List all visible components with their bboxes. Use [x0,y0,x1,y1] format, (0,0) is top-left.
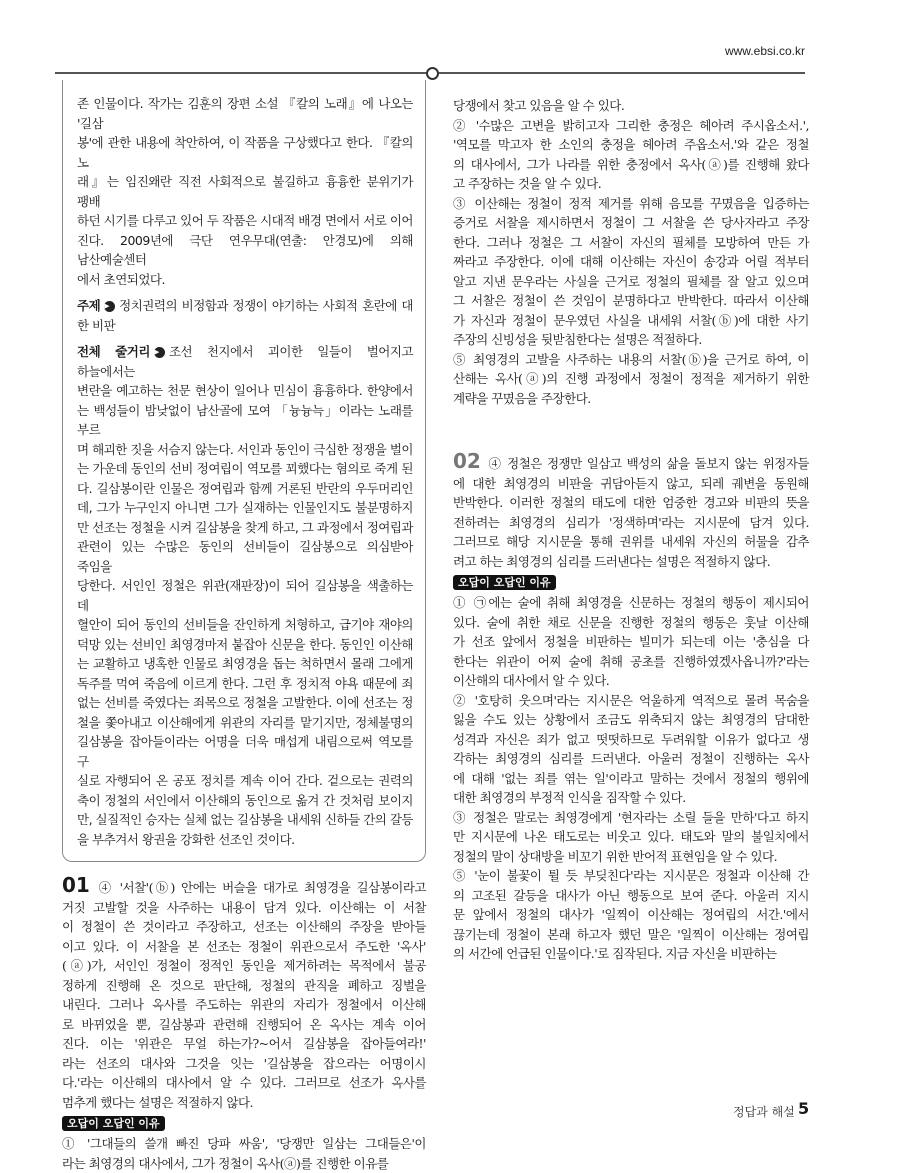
header-rule-dot-icon [426,67,439,80]
line-text: 실로 자행되어 온 공포 정치를 계속 이어 간다. 겉으로는 권력의 [77,773,413,788]
paragraph [453,808,809,867]
line-text: 다.'라는 이산해의 대사에서 알 수 있다. 그러므로 선조가 옥사를 [62,1075,426,1090]
text-line [77,576,413,615]
line-text: 데, 그가 누구인지 아니면 그가 실재하는 인물인지도 불분명하지 [77,500,413,515]
text-line [77,231,413,270]
question-number: 02 [453,449,481,473]
text-line [77,830,413,850]
line-text: 혈안이 되어 동인의 선비들을 잔인하게 처형하고, 급기야 재야의 [77,617,413,632]
paragraph-gap [77,289,413,296]
text-line [77,674,413,694]
text-line [62,1154,426,1173]
text-line [453,369,809,389]
text-line [77,498,413,518]
line-text: '역모를 막고자 한 소인의 충정을 헤아려 주옵소서.'와 같은 정철 [453,137,809,152]
paragraph [453,452,809,571]
line-text: 이 정철이 쓴 것이라고 주장하고, 선조는 이산해의 주장을 받아들 [62,919,426,934]
text-line [453,552,809,572]
paragraph [453,691,809,808]
text-line [453,174,809,194]
line-text: 만 지시문에 나온 태도로는 비웃고 있다. 태도와 말의 불일치에서 [453,829,809,844]
text-line [77,518,413,538]
paragraph [453,116,809,194]
section-label: 주제 [77,298,100,313]
line-text: 려고 하는 최영경의 심리를 드러낸다는 설명은 적절하지 않다. [453,554,770,569]
paragraph [77,94,413,289]
line-text: 만 선조는 정철을 시켜 길삼봉을 찾게 하고, 그 과정에서 정여립과 [77,520,413,535]
paragraph [453,96,809,116]
line-text: 는 가운데 동인의 선비 정여립이 역모를 꾀했다는 혐의로 죽게 된 [77,461,413,476]
wrong-answer-reason-badge: 오답이 오답인 이유 [62,1116,165,1131]
text-line [62,995,426,1015]
line-text: 정치권력의 비정함과 정쟁이 야기하는 사회적 혼란에 대 [119,298,413,313]
line-text: 한다. 그러나 정철은 그 서찰이 자신의 필체를 모방하여 만든 가 [453,235,809,250]
line-text: 는 백성들이 밤낮없이 남산골에 모여 「늉늉늑」이라는 노래를 부르 [77,403,413,438]
line-text: ③ 이산해는 정철이 정적 제거를 위해 음모를 꾸몄음을 입증하는 [453,196,809,211]
text-line [77,654,413,674]
text-line [453,513,809,533]
text-line [453,389,809,409]
line-text: 없는 선비를 죽였다는 죄목으로 정철을 고발한다. 이에 선조는 정 [77,695,413,710]
line-text: 당한다. 서인인 정철은 위관(재판장)이 되어 길삼봉을 색출하는 데 [77,578,413,613]
text-line [453,691,809,711]
paragraph [62,1134,426,1173]
line-text: ④ '서찰'(ⓑ) 안에는 버슬을 대가로 최영경을 길삼봉이라고 [96,880,426,895]
left-column [62,80,426,1173]
text-line [453,194,809,214]
line-text: ④ 정철은 정쟁만 일삼고 백성의 삶을 돌보지 않는 위정자들 [487,456,809,471]
line-text: 문 앞에서 정철의 대사가 '일찍이 이산해는 정여립의 서간.'에서 [453,907,809,922]
question-number: 01 [62,873,90,897]
summary-box [62,80,426,862]
line-text: 의 대사에서, 그가 나라를 위한 충정에서 옥사(ⓐ)를 진행해 왔다 [453,157,809,172]
text-line [453,827,809,847]
line-text: 그 서찰은 정철이 쓴 것임이 분명하다고 반박한다. 따라서 이산해 [453,293,809,308]
line-text: 라는 최영경의 대사에서, 그가 정철이 옥사(ⓐ)를 진행한 이유를 [62,1156,388,1171]
answer-02-section [453,452,809,964]
line-text: ① '그대들의 쓸개 빠진 당파 싸움', '당쟁만 일삼는 그대들은'이 [62,1136,426,1151]
line-text: 고 주장하는 것을 알 수 있다. [453,176,601,191]
footer-label: 정답과 해설 [733,1103,795,1120]
paragraph [62,876,426,1112]
text-line [62,1093,426,1113]
line-text: 당쟁에서 찾고 있음을 알 수 있다. [453,98,624,113]
text-line [77,693,413,713]
text-line [77,440,413,460]
site-url: www.ebsi.co.kr [725,44,805,58]
text-line [453,730,809,750]
page-number: 5 [798,1099,809,1118]
text-line [77,615,413,635]
text-line [77,133,413,172]
text-line [77,713,413,733]
text-line [77,635,413,655]
line-text: 봉'에 관한 내용에 착안하여, 이 작품을 구상했다고 한다. 『칼의 노 [77,135,413,170]
line-text: 라는 선조의 대사와 그것을 잇는 '길삼봉을 잡으라는 어명이시 [62,1056,426,1071]
line-text: 잃을 수도 있는 상황에서 조금도 위축되지 않는 최영경의 담대한 [453,712,809,727]
text-line [453,291,809,311]
text-line [62,917,426,937]
text-line [77,316,413,336]
line-text: 거짓 고발할 것을 사주하는 내용이 담겨 있다. 이산해는 이 서찰 [62,900,426,915]
line-text: 진다. 이는 '위관은 무얼 하는가?~어서 길삼봉을 잡아들여라!' [62,1036,426,1051]
summary-box-content [77,94,413,849]
line-text: 전하려는 최영경의 심리가 '정색하며'라는 지시문에 담겨 있다. [453,515,809,530]
line-text: 내린다. 그러나 옥사를 주도하는 위관의 자리가 정철에서 이산해 [62,997,426,1012]
circled-arrow-icon: ▶ [104,301,115,312]
paragraph [77,342,413,849]
line-text: 이산해의 대사에서 알 수 있다. [453,673,609,688]
paragraph [453,866,809,964]
answer-01-continued [453,96,809,408]
circled-arrow-icon: ▶ [154,347,165,358]
text-line [453,944,809,964]
line-text: 에서 초연되었다. [77,272,165,287]
paragraph [77,296,413,335]
line-text: 그러므로 해당 지시문을 통해 권위를 내세워 자신의 허물을 감추 [453,534,809,549]
line-text: 증거로 서찰을 제시하면서 정철이 그 서찰을 쓴 당사자라고 주장 [453,215,809,230]
text-line [62,1054,426,1074]
paragraph-gap [77,335,413,342]
line-text: 멈추게 했다는 설명은 적절하지 않다. [62,1095,253,1110]
line-text: 하던 시기를 다루고 있어 두 작품은 시대적 배경 면에서 서로 이어 [77,213,413,228]
text-line [453,652,809,672]
text-line [453,272,809,292]
text-line [62,937,426,957]
text-line [453,532,809,552]
line-text: ② '수많은 고변을 밝히고자 그리한 충정은 헤아려 주시옵소서.', [453,118,809,133]
text-line [62,1015,426,1035]
text-line [62,976,426,996]
line-text: 의 서간에 언급된 인물이다.'로 짐작된다. 지금 자신을 비판하는 [453,946,777,961]
line-text: 의 고조된 갈등을 대사가 아닌 행동으로 보여 준다. 아울러 지시 [453,888,809,903]
line-text: 알고 지낸 문우라는 사실을 근거로 정철의 필체를 잘 알고 있으며 [453,274,809,289]
text-line [453,155,809,175]
text-line [453,350,809,370]
right-column [453,96,809,964]
line-text: 가 선조 앞에서 정철을 비판하는 빌미가 되는데 이는 '충심을 다 [453,634,809,649]
text-line [453,330,809,350]
line-text: 만, 실질적인 승자는 실체 없는 길삼봉을 내세워 신하들 간의 갈등 [77,812,413,827]
paragraph [453,350,809,409]
line-text: 한다는 위관이 어찌 술에 취해 공초를 진행하였겠사옵니까?'라는 [453,654,809,669]
line-text: 존 인물이다. 작가는 김훈의 장편 소설 『칼의 노래』에 나오는 '길삼 [77,96,413,131]
badge-row [453,571,809,593]
line-text: 대한 최영경의 부정적 인식을 짐작할 수 있다. [453,790,686,805]
line-text: 각하는 최영경의 심리를 드러낸다. 아울러 정철이 진행하는 옥사 [453,751,809,766]
text-line [453,493,809,513]
text-line [453,135,809,155]
line-text: 로 바뀌었을 뿐, 길삼봉과 관련해 진행되어 온 옥사는 계속 이어 [62,1017,426,1032]
line-text: ⑤ '눈이 불꽃이 튈 듯 부딪친다'라는 지시문은 정철과 이산해 간 [453,868,809,883]
line-text: ③ 정철은 말로는 최영경에게 '현자라는 소릴 들을 만하'다고 하지 [453,810,809,825]
text-line [77,791,413,811]
line-text: 가 자신과 정철이 문우였던 사실을 내세워 서찰(ⓑ)에 대한 사기 [453,313,809,328]
text-line [62,876,426,898]
text-line [453,452,809,474]
text-line [453,710,809,730]
text-line [453,474,809,494]
text-line [453,233,809,253]
answer-01-section [62,876,426,1173]
text-line [453,96,809,116]
text-line [453,213,809,233]
text-line [62,1134,426,1154]
text-line [77,771,413,791]
line-text: 끊기는데 정철이 본래 하고자 했던 말은 '일찍이 이산해는 정여립 [453,927,809,942]
line-text: 성격과 자신은 죄가 없고 떳떳하므로 두려워할 이유가 없다고 생 [453,732,809,747]
line-text: ⑤ 최영경의 고발을 사주하는 내용의 서찰(ⓑ)을 근거로 하여, 이 [453,352,809,367]
text-line [453,671,809,691]
paragraph [453,593,809,691]
line-text: 정하게 진행해 온 것으로 판단해, 정철의 관직을 폐하고 징벌을 [62,978,426,993]
line-text: 다. 길삼봉이란 인물은 정여립과 함께 거론된 반란의 우두머리인 [77,481,413,496]
line-text: 는 교활하고 냉혹한 인물로 최영경을 돕는 척하면서 몰래 그에게 [77,656,413,671]
text-line [453,925,809,945]
line-text: 며 해괴한 짓을 서슴지 않는다. 서인과 동인이 극심한 정쟁을 벌이 [77,442,413,457]
text-line [62,956,426,976]
line-text: 을 부추겨서 왕권을 강화한 선조인 것이다. [77,832,295,847]
text-line [77,381,413,401]
line-text: 산해는 옥사(ⓐ)의 진행 과정에서 정철이 정적을 제거하기 위한 [453,371,809,386]
line-text: 에 대한 최영경의 비판을 귀담아듣지 않고, 되레 궤변을 동원해 [453,476,809,491]
text-line [77,401,413,440]
line-text: 짜라고 주장한다. 이에 대해 이산해는 자신이 송강과 어릴 적부터 [453,254,809,269]
line-text: 래』는 임진왜란 직전 사회적으로 불길하고 흉흉한 분위기가 팽배 [77,174,413,209]
line-text: 에 대해 '없는 죄를 엮는 일'이라고 말하는 것에서 정철의 행위에 [453,771,809,786]
text-line [77,732,413,771]
text-line [453,886,809,906]
text-line [453,749,809,769]
text-line [77,296,413,316]
line-text: 계략을 꾸몄음을 주장한다. [453,391,591,406]
text-line [77,479,413,499]
section-label: 전체 줄거리 [77,344,150,359]
text-line [77,342,413,381]
line-text: 철을 쫓아내고 이산해에게 위관의 자리를 맡기지만, 정체불명의 [77,715,413,730]
line-text: 조선 천지에서 괴이한 일들이 벌어지고 하늘에서는 [77,344,413,379]
text-line [453,808,809,828]
text-line [77,810,413,830]
line-text: 덕망 있는 선비인 최영경마저 붙잡아 신문을 한다. 동인인 이산해 [77,637,413,652]
text-line [77,459,413,479]
line-text: 독주를 먹여 죽음에 이르게 한다. 그런 후 정치적 야욕 때문에 죄 [77,676,413,691]
line-text: 정철의 말이 상대방을 비꼬기 위한 반어적 표현임을 알 수 있다. [453,849,777,864]
text-line [453,252,809,272]
text-line [453,866,809,886]
line-text: (ⓐ)가, 서인인 정철이 정적인 동인을 제거하려는 목적에서 불공 [62,958,426,973]
text-line [77,270,413,290]
line-text: 반박한다. 이러한 정철의 태도에 대한 엄중한 경고와 비판의 뜻을 [453,495,809,510]
line-text: ① ㉠에는 술에 취해 최영경을 신문하는 정철의 행동이 제시되어 [453,595,809,610]
line-text: 한 비판 [77,318,115,333]
text-line [62,1034,426,1054]
text-line [453,769,809,789]
text-line [453,788,809,808]
line-text: ② '호탕히 웃으며'라는 지시문은 억울하게 역적으로 몰려 목숨을 [453,693,809,708]
text-line [453,116,809,136]
line-text: 축이 정철의 서인에서 이산해의 동인으로 옮겨 간 것처럼 보이지 [77,793,413,808]
paragraph [453,194,809,350]
line-text: 관련이 있는 수많은 동인의 선비들이 길삼봉으로 의심받아 죽임을 [77,539,413,574]
line-text: 변란을 예고하는 천문 현상이 일어나 민심이 흉흉하다. 한양에서 [77,383,413,398]
text-line [77,537,413,576]
line-text: 있다. 술에 취한 채로 신문을 진행한 정철의 행동은 훗날 이산해 [453,615,809,630]
text-line [77,172,413,211]
text-line [453,847,809,867]
text-line [453,593,809,613]
line-text: 이고 있다. 이 서찰을 본 선조는 정철이 위관으로서 주도한 '옥사' [62,939,426,954]
text-line [77,211,413,231]
text-line [453,632,809,652]
text-line [453,905,809,925]
line-text: 길삼봉을 잡아들이라는 어명을 더욱 매섭게 내림으로써 역모를 구 [77,734,413,769]
line-text: 진다. 2009년에 극단 연우무대(연출: 안경모)에 의해 남산예술센터 [77,233,413,268]
text-line [62,898,426,918]
badge-row [62,1112,426,1134]
text-line [453,311,809,331]
text-line [62,1073,426,1093]
wrong-answer-reason-badge: 오답이 오답인 이유 [453,575,556,590]
text-line [77,94,413,133]
line-text: 주장의 신빙성을 뒷받침한다는 설명은 적절하다. [453,332,702,347]
text-line [453,613,809,633]
